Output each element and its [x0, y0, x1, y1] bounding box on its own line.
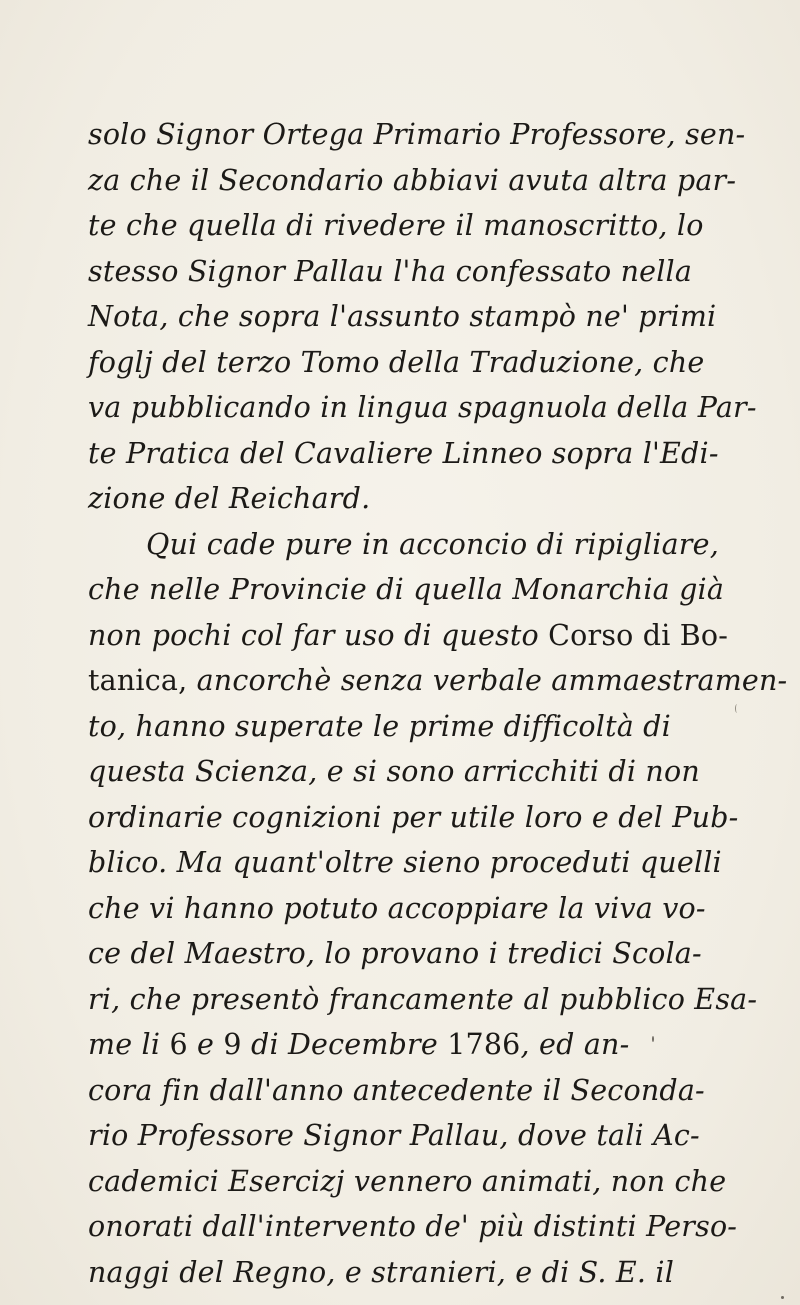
paper-speck	[781, 1296, 784, 1299]
paragraph-start-line	[88, 522, 719, 568]
text-line: rio Professore Signor Pallau, dove tali Ac-	[88, 1119, 700, 1152]
text-line: zione del Reichard.	[88, 482, 371, 515]
line-roman-part: 6	[169, 1028, 188, 1061]
line-italic-part: ancorchè senza verbale ammaestramen-	[196, 664, 788, 697]
line-italic-part: me li	[88, 1028, 170, 1061]
line-roman-part: tanica,	[88, 664, 197, 697]
text-line: ce del Maestro, lo provano i tredici Scola-	[88, 937, 702, 970]
paper-speck	[735, 704, 739, 713]
line-italic-part: , ed an-	[520, 1028, 630, 1061]
text-line: blico. Ma quant'oltre sieno proceduti quelli	[88, 846, 722, 879]
text-line: solo Signor Ortega Primario Professore, sen-	[88, 118, 746, 151]
line-italic-part: e	[187, 1028, 224, 1061]
line-italic-part: di Decembre	[241, 1028, 448, 1061]
text-line	[88, 658, 788, 704]
text-line: ri, che presentò francamente al pubblico Esa-	[88, 982, 758, 1016]
text-line: te che quella di rivedere il manoscritto, lo	[88, 209, 704, 242]
text-line: va pubblicando in lingua spagnuola della Par-	[88, 391, 757, 424]
text-line: Nota, che sopra l'assunto stampò ne' primi	[88, 300, 717, 333]
text-line: che nelle Provincie di quella Monarchia già	[88, 573, 725, 606]
text-line: cademici Esercizj vennero animati, non che	[88, 1164, 727, 1198]
text-line: ordinarie cognizioni per utile loro e del Pub-	[88, 800, 739, 834]
text-line: za che il Secondario abbiavi avuta altra par-	[88, 163, 737, 197]
line-italic-part: non pochi col far uso di questo	[88, 618, 549, 652]
line-roman-part: 1786	[447, 1028, 521, 1061]
paper-speck	[652, 1036, 654, 1042]
text-line	[88, 613, 729, 659]
line-roman-part: Corso di Bo-	[548, 618, 729, 652]
line-roman-part: 9	[223, 1028, 242, 1061]
text-line: questa Scienza, e si sono arricchiti di non	[88, 755, 700, 788]
text-line: cora fin dall'anno antecedente il Seconda-	[88, 1073, 705, 1107]
text-line: te Pratica del Cavaliere Linneo sopra l'Edi-	[88, 436, 719, 470]
line-text: Qui cade pure in acconcio di ripigliare,	[146, 527, 719, 561]
text-line: foglj del terzo Tomo della Traduzione, che	[88, 345, 705, 379]
text-line: che vi hanno potuto accoppiare la viva vo-	[88, 891, 706, 925]
text-line: stesso Signor Pallau l'ha confessato nella	[88, 254, 693, 288]
text-line: to, hanno superate le prime difficoltà di	[88, 709, 671, 743]
text-line: onorati dall'intervento de' più distinti Perso-	[88, 1210, 738, 1243]
text-line	[88, 1022, 628, 1068]
page-text	[88, 112, 788, 1295]
text-line: naggi del Regno, e stranieri, e di S. E. il	[88, 1255, 675, 1289]
